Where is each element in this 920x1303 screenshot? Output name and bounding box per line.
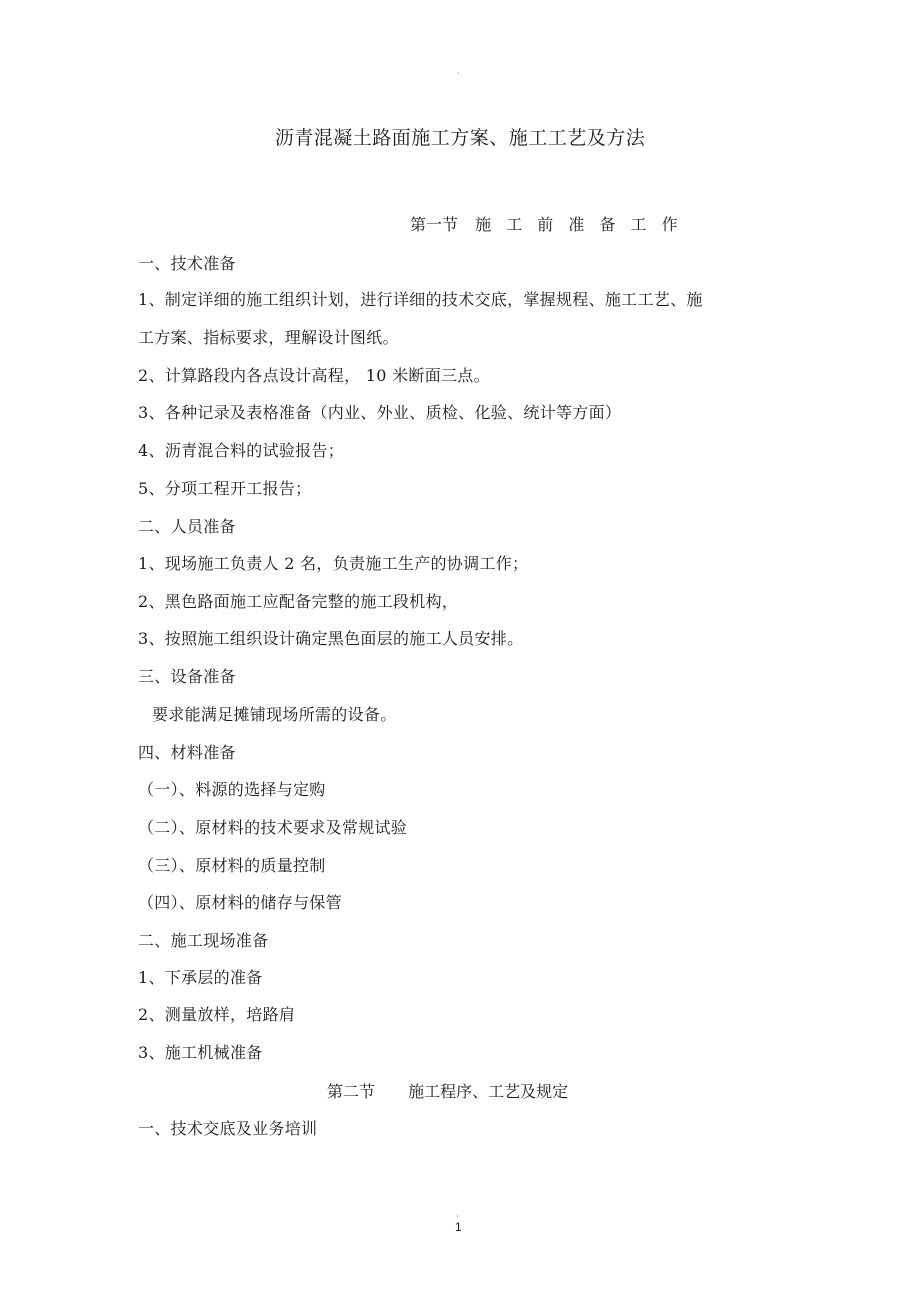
section-1-label: 第一节 [410,215,459,234]
header-mark: · [457,69,460,78]
list-item: 1、下承层的准备 [138,968,263,987]
list-item: 要求能满足摊铺现场所需的设备。 [152,705,397,724]
list-item: （三）、原材料的质量控制 [138,856,326,875]
section-1-heading [410,215,683,235]
list-item: 3、按照施工组织设计确定黑色面层的施工人员安排。 [138,629,524,648]
page-number: 1 [455,1220,462,1234]
section-1-name: 施 工 前 准 备 工 作 [475,215,683,234]
document-title: 沥青混凝土路面施工方案、施工工艺及方法 [274,127,646,149]
list-item: 3、各种记录及表格准备（内业、外业、质检、化验、统计等方面） [138,403,622,422]
heading-technical-briefing: 一、技术交底及业务培训 [138,1119,318,1138]
list-item-continuation: 工方案、指标要求，理解设计图纸。 [138,328,399,347]
list-item: （二）、原材料的技术要求及常规试验 [138,818,408,837]
heading-equipment-prep: 三、设备准备 [138,667,236,686]
list-item: 2、计算路段内各点设计高程， 10 米断面三点。 [138,366,490,385]
list-item: 2、黑色路面施工应配备完整的施工段机构， [138,592,459,611]
list-item: 1、制定详细的施工组织计划，进行详细的技术交底，掌握规程、施工工艺、施 [138,290,703,309]
section-2-heading [327,1082,568,1102]
list-item: 2、测量放样，培路肩 [138,1005,296,1024]
heading-site-prep: 二、施工现场准备 [138,931,269,950]
footer-mark: · [456,1212,459,1221]
heading-personnel-prep: 二、人员准备 [138,517,236,536]
list-item: 5、分项工程开工报告； [138,479,312,498]
list-item: （四）、原材料的储存与保管 [138,893,342,912]
list-item: 1、现场施工负责人 2 名，负责施工生产的协调工作； [138,554,529,573]
heading-technical-prep: 一、技术准备 [138,254,236,273]
list-item: 4、沥青混合料的试验报告； [138,441,345,460]
section-2-name: 施工程序、工艺及规定 [408,1082,569,1101]
list-item: （一）、料源的选择与定购 [138,780,326,799]
heading-material-prep: 四、材料准备 [138,743,236,762]
list-item: 3、施工机械准备 [138,1043,263,1062]
section-2-label: 第二节 [327,1082,376,1101]
